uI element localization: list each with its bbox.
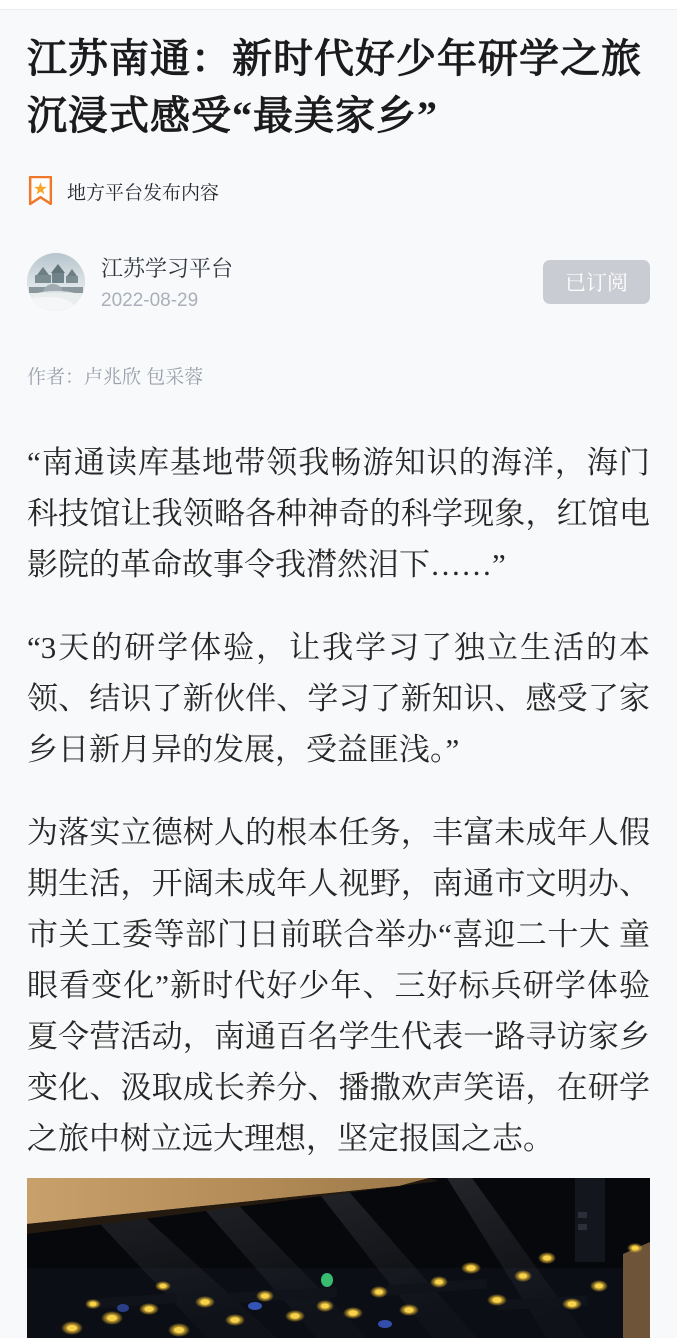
bookmark-star-icon <box>27 176 54 207</box>
subscribed-button[interactable]: 已订阅 <box>543 260 650 304</box>
publish-date: 2022-08-29 <box>101 290 199 311</box>
publisher-name[interactable]: 江苏学习平台 <box>101 256 234 281</box>
publisher-avatar[interactable] <box>27 253 85 311</box>
article-paragraph: “3天的研学体验，让我学习了独立生活的本领、结识了新伙伴、学习了新知识、感受了家乡日新月异的发展，受益匪浅。” <box>27 630 650 767</box>
auditorium-night-lights-photo[interactable] <box>27 1178 650 1338</box>
platform-badge-label: 地方平台发布内容 <box>67 182 220 204</box>
publisher-row <box>27 252 650 312</box>
author-byline: 作者：卢兆欣 包采蓉 <box>27 367 204 388</box>
platform-badge <box>27 174 650 208</box>
article-title: 江苏南通：新时代好少年研学之旅沉浸式感受“最美家乡” <box>27 36 642 138</box>
article-body <box>27 437 650 1164</box>
publisher-meta <box>101 252 543 312</box>
article-paragraph: “南通读库基地带领我畅游知识的海洋，海门科技馆让我领略各种神奇的科学现象，红馆电影院的革命故事令我潸然泪下……” <box>27 445 650 582</box>
page-top-strip <box>0 0 677 10</box>
article-paragraph: 为落实立德树人的根本任务，丰富未成年人假期生活，开阔未成年人视野，南通市文明办、市关工委等部门日前联合举办“喜迎二十大 童眼看变化”新时代好少年、三好标兵研学体验夏令营活动，南通百名学生代表一路寻访家乡变化、汲取成长养分、播撒欢声笑语，在研学之旅中树立远大理想，坚定报国之志。 <box>27 815 650 1156</box>
article-page <box>0 30 677 1338</box>
